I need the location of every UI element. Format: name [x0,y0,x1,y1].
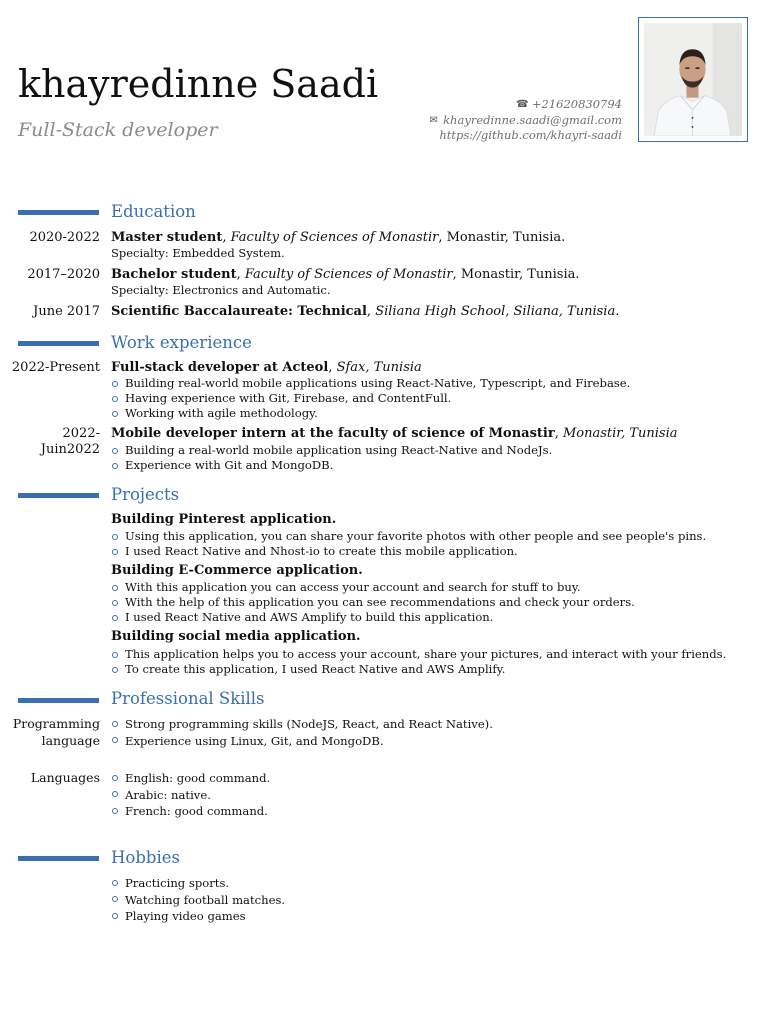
projects-section-bar [18,493,99,498]
skill-category-languages: Languages [30,770,100,785]
education-date-2: 2017–2020 [27,267,100,282]
list-item: Watching football matches. [111,892,285,909]
contact-email[interactable] [427,113,622,129]
place: Monastir, Tunisia [562,426,678,441]
list-item: I used React Native and Nhost-io to create this mobile application. [111,544,706,559]
phone-icon: ☎ [516,99,529,110]
role: Mobile developer intern at the faculty of science of Monastir [111,426,555,441]
skills-section-title: Professional Skills [111,689,265,708]
degree: Master student [111,230,223,245]
list-item: This application helps you to access your account, share your pictures, and interact with your friends. [111,647,726,662]
list-item: Building real-world mobile applications using React-Native, Typescript, and Firebase. [111,376,630,391]
education-specialty-1: Specialty: Embedded System. [111,246,285,260]
education-section-bar [18,210,99,215]
list-item: Experience using Linux, Git, and MongoDB. [111,733,493,750]
list-item: Practicing sports. [111,875,285,892]
education-date-3: June 2017 [33,304,100,319]
work-bullets-2 [111,443,552,473]
project-bullets-1 [111,529,706,559]
profile-photo-image [644,23,742,136]
skill-category-programming [13,716,100,749]
contact-github[interactable] [427,128,622,144]
email-address[interactable]: khayredinne.saadi@gmail.com [443,112,622,127]
school: Faculty of Sciences of Monastir [244,267,453,282]
skill-category-programming-line1: Programming [12,716,100,731]
work-entry-1: Full-stack developer at Acteol, Sfax, Tunisia [111,360,422,375]
github-link[interactable]: https://github.com/khayri-saadi [439,128,622,142]
education-specialty-2: Specialty: Electronics and Automatic. [111,283,331,297]
list-item: Playing video games [111,908,285,925]
place: Sfax, Tunisia [336,360,422,375]
projects-section-title: Projects [111,485,180,504]
location: , Monastir, Tunisia. [452,267,580,282]
work-date-2 [41,426,100,458]
work-entry-2: Mobile developer intern at the faculty of science of Monastir, Monastir, Tunisia [111,426,678,441]
project-bullets-3 [111,647,726,677]
profile-photo [638,17,748,142]
education-date-1: 2020-2022 [29,230,100,245]
education-section-title: Education [111,202,196,221]
work-section-bar [18,341,99,346]
school: Faculty of Sciences of Monastir [230,230,439,245]
location: , Monastir, Tunisia. [438,230,566,245]
work-date-1: 2022-Present [11,360,100,375]
list-item: With this application you can access your account and search for stuff to buy. [111,580,635,595]
degree: Scientific Baccalaureate: Technical [111,304,367,319]
degree: Bachelor student [111,267,237,282]
education-entry-1: Master student, Faculty of Sciences of Monastir, Monastir, Tunisia. [111,230,566,245]
list-item: I used React Native and AWS Amplify to build this application. [111,610,635,625]
contact-info [427,97,622,144]
work-date-2-start: 2022- [62,426,100,441]
envelope-icon: ✉ [429,114,438,126]
skills-section-bar [18,698,99,703]
skill-category-programming-line2: language [41,732,100,748]
phone-number: +21620830794 [531,97,622,111]
list-item: French: good command. [111,803,270,820]
project-bullets-2 [111,580,635,625]
work-bullets-1 [111,376,630,421]
work-date-2-end: Juin2022 [40,442,100,457]
list-item: To create this application, I used React Native and AWS Amplify. [111,662,726,677]
project-title-2: Building E-Commerce application. [111,563,363,578]
list-item: Having experience with Git, Firebase, and ContentFull. [111,391,630,406]
hobby-bullets [111,875,285,925]
education-entry-3: Scientific Baccalaureate: Technical, Siliana High School, Siliana, Tunisia. [111,304,620,319]
list-item: Working with agile methodology. [111,406,630,421]
project-title-3: Building social media application. [111,629,361,644]
contact-phone [427,97,622,113]
candidate-name: khayredinne Saadi [18,62,379,106]
list-item: English: good command. [111,770,270,787]
hobbies-section-title: Hobbies [111,848,180,867]
list-item: Building a real-world mobile application using React-Native and NodeJs. [111,443,552,458]
project-title-1: Building Pinterest application. [111,512,337,527]
education-entry-2: Bachelor student, Faculty of Sciences of Monastir, Monastir, Tunisia. [111,267,580,282]
job-title: Full-Stack developer [18,119,218,141]
list-item: Using this application, you can share your favorite photos with other people and see people's pins. [111,529,706,544]
list-item: Arabic: native. [111,787,270,804]
school: Siliana High School, Siliana, Tunisia. [375,304,620,319]
hobbies-section-bar [18,856,99,861]
list-item: With the help of this application you can see recommendations and check your orders. [111,595,635,610]
list-item: Strong programming skills (NodeJS, React, and React Native). [111,716,493,733]
role: Full-stack developer at Acteol [111,360,329,375]
programming-skill-bullets [111,716,493,749]
work-section-title: Work experience [111,333,252,352]
list-item: Experience with Git and MongoDB. [111,458,552,473]
language-bullets [111,770,270,820]
